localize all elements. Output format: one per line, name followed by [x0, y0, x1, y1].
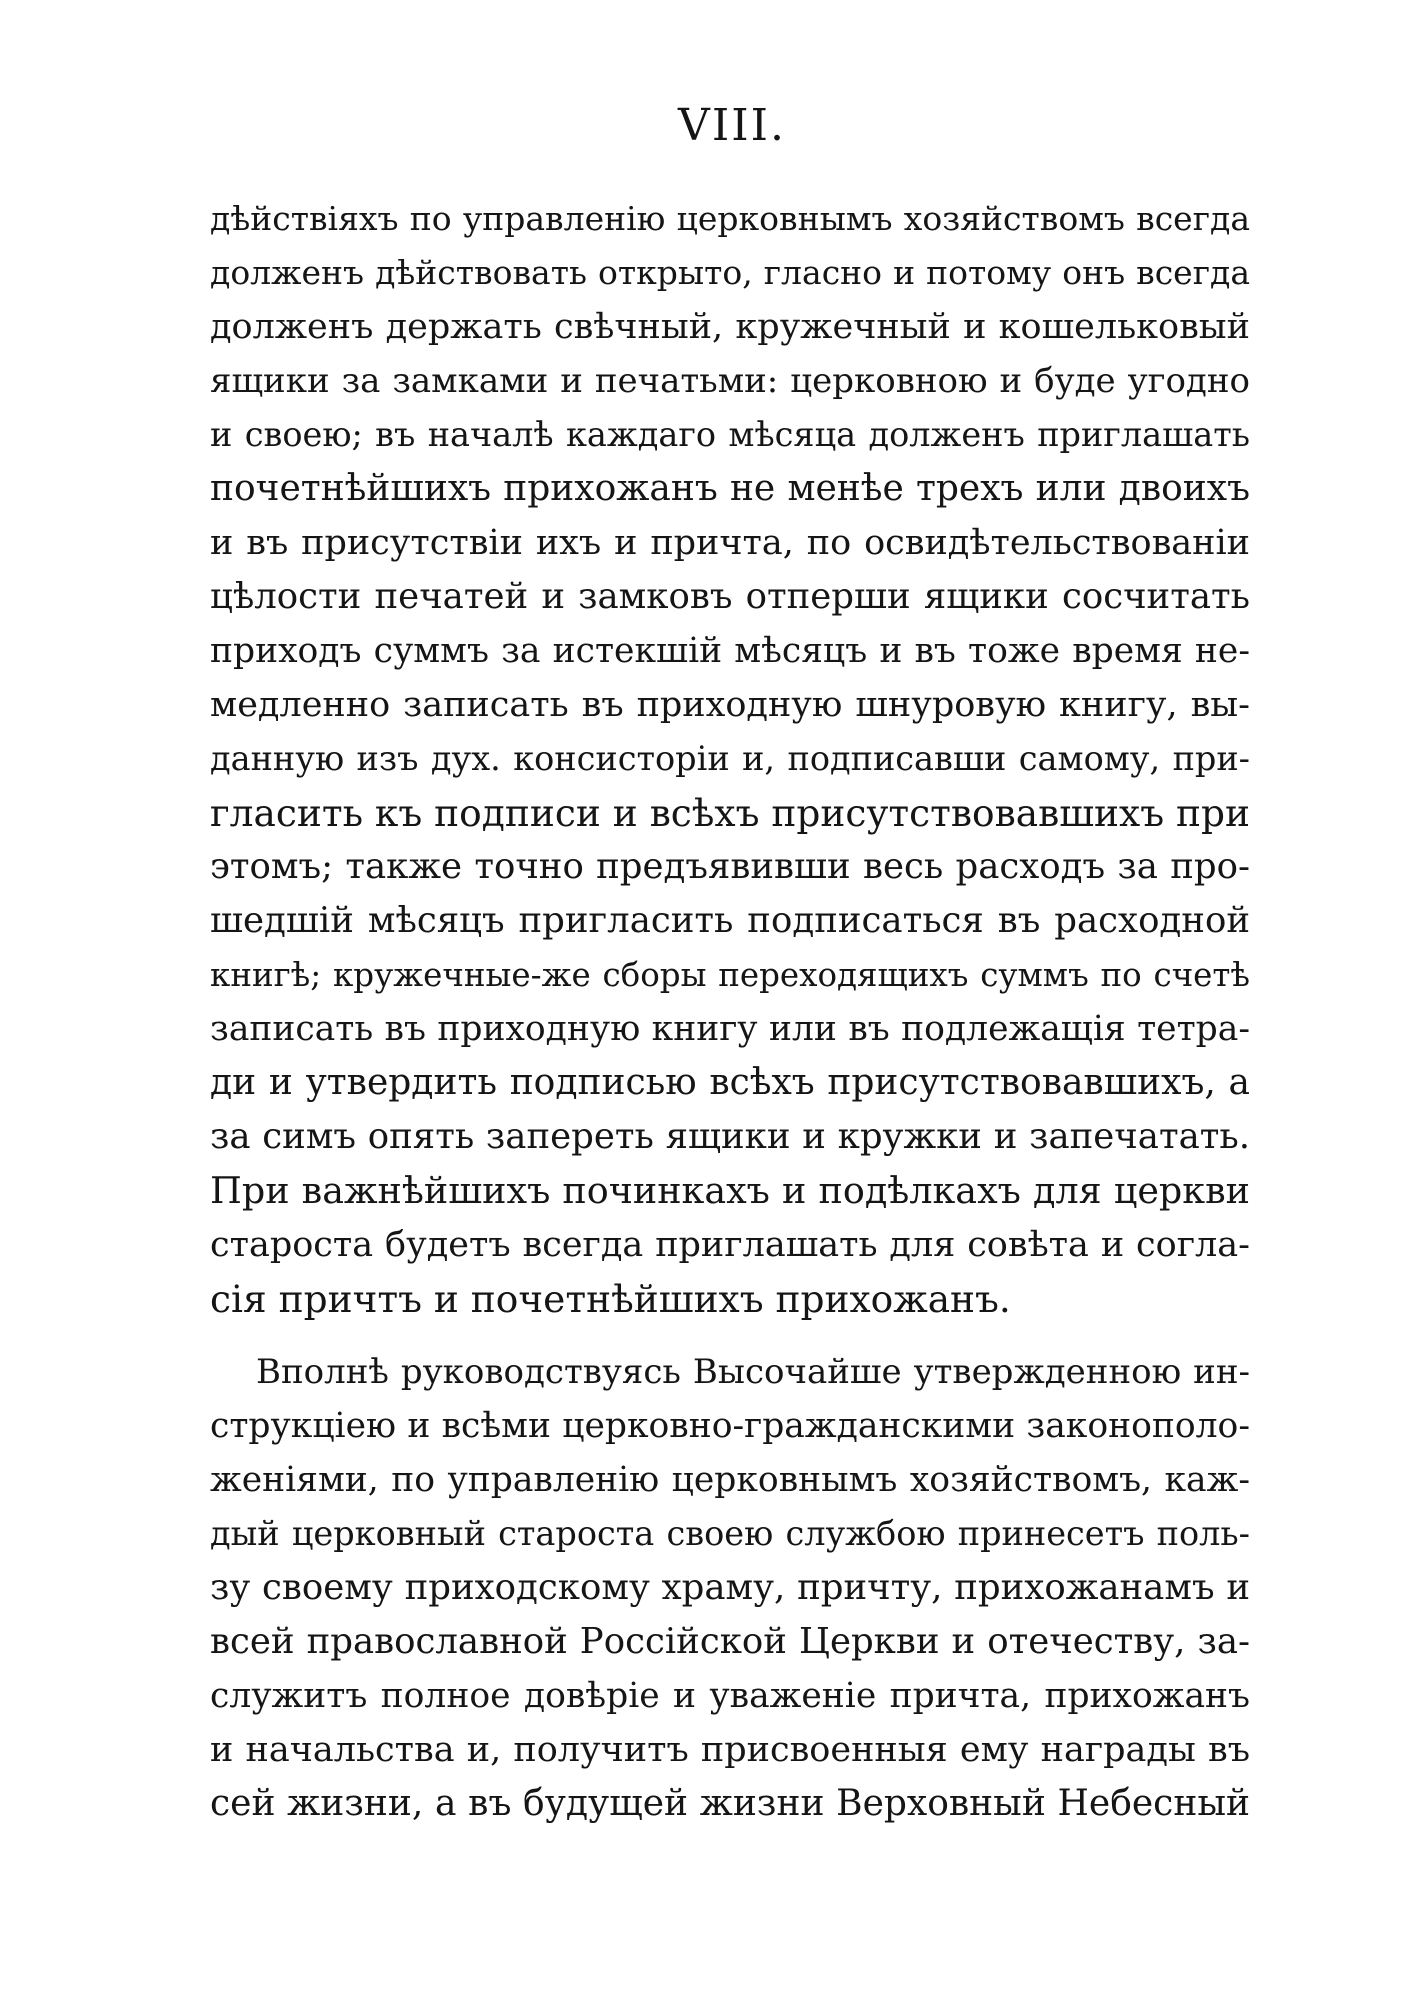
text-line: служитъ полное довѣріе и уваженіе причта, прихожанъ — [210, 1676, 1250, 1716]
text-line: за симъ опять запереть ящики и кружки и запечатать. — [210, 1116, 1250, 1157]
text-line: цѣлости печатей и замковъ отперши ящики сосчитать — [210, 576, 1250, 617]
text-line: женіями, по управленію церковнымъ хозяйствомъ, каж- — [210, 1460, 1250, 1500]
text-line: шедшій мѣсяцъ пригласить подписаться въ расходной — [210, 900, 1250, 941]
paragraph-2 — [210, 1345, 1250, 1831]
text-line: и своею; въ началѣ каждаго мѣсяца долженъ приглашать — [210, 415, 1250, 454]
text-line: Вполнѣ руководствуясь Высочайше утвержденною ин- — [256, 1352, 1250, 1392]
paragraph-1 — [210, 192, 1250, 1326]
text-line: медленно записать въ приходную шнуровую книгу, вы- — [210, 685, 1250, 725]
text-line: ди и утвердить подписью всѣхъ присутствовавшихъ, а — [210, 1062, 1250, 1103]
text-line: гласить къ подписи и всѣхъ присутствовавшихъ при — [210, 791, 1250, 835]
text-line: всей православной Россійской Церкви и отечеству, за- — [210, 1621, 1250, 1662]
text-line: и въ присутствіи ихъ и причта, по освидѣтельствованіи — [210, 523, 1250, 563]
text-line: почетнѣйшихъ прихожанъ не менѣе трехъ или двоихъ — [210, 468, 1250, 509]
text-line: дый церковный староста своею службою принесетъ поль- — [210, 1514, 1250, 1553]
text-line: сей жизни, а въ будущей жизни Верховный Небесный — [210, 1783, 1250, 1824]
text-line: струкціею и всѣми церковно-гражданскими законополо- — [210, 1406, 1250, 1446]
text-line: и начальства и, получитъ присвоенныя ему награды въ — [210, 1730, 1250, 1770]
text-line: староста будетъ всегда приглашать для совѣта и согла- — [210, 1225, 1250, 1265]
text-line: дѣйствіяхъ по управленію церковнымъ хозяйствомъ всегда — [210, 199, 1250, 238]
text-line: данную изъ дух. консисторіи и, подписавши самому, при- — [210, 739, 1250, 778]
text-line: ящики за замками и печатьми: церковною и буде угодно — [210, 361, 1250, 401]
text-line: записать въ приходную книгу или въ подлежащія тетра- — [210, 1009, 1250, 1049]
text-line: зу своему приходскому храму, причту, прихожанамъ и — [210, 1567, 1250, 1608]
text-line: долженъ дѣйствовать открыто, гласно и потому онъ всегда — [210, 253, 1250, 292]
page-number: VIII. — [678, 100, 786, 151]
text-line: долженъ держать свѣчный, кружечный и кошельковый — [210, 307, 1250, 347]
text-line: При важнѣйшихъ починкахъ и подѣлкахъ для церкви — [210, 1169, 1250, 1212]
text-line: книгѣ; кружечные-же сборы переходящихъ суммъ по счетѣ — [210, 956, 1250, 994]
text-line: этомъ; также точно предъявивши весь расходъ за про- — [210, 846, 1250, 887]
text-line: сія причтъ и почетнѣйшихъ прихожанъ. — [210, 1277, 1011, 1321]
text-line: приходъ суммъ за истекшій мѣсяцъ и въ тоже время не- — [210, 631, 1250, 671]
